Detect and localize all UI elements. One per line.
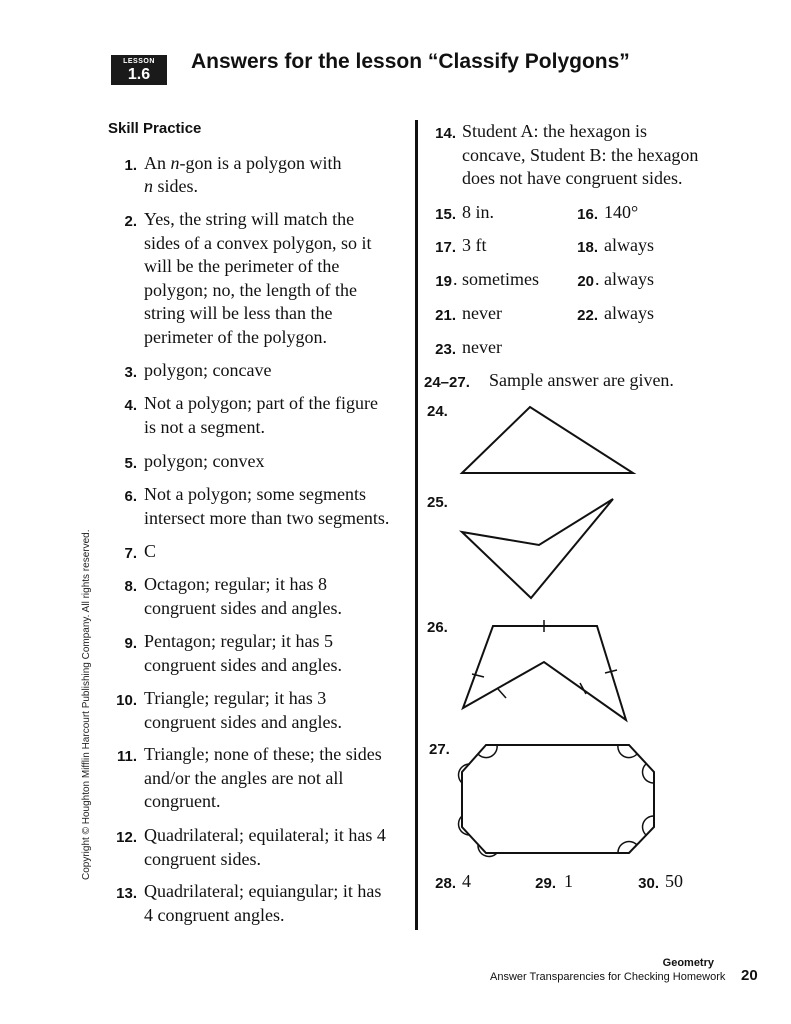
answer-number: 16. (577, 206, 598, 223)
answer-number: 4. (124, 397, 137, 414)
answer-number: 7. (124, 545, 137, 562)
answer-number: 3. (124, 364, 137, 381)
answer-number: 8. (124, 578, 137, 595)
answer-line: polygon; no, the length of the (144, 279, 357, 300)
answer-line: perimeter of the polygon. (144, 326, 327, 347)
answer-number: 12. (116, 829, 137, 846)
answer-line: congruent. (144, 791, 221, 811)
answer-number: 29. (535, 875, 556, 892)
answer-text: always (604, 303, 654, 323)
answer-line: intersect more than two segments. (144, 507, 390, 528)
answer-line: Triangle; none of these; the sides (144, 744, 382, 764)
answer-line: n sides. (144, 176, 198, 196)
answer-text: 3 ft (462, 235, 487, 255)
answer-number: 18. (577, 239, 598, 256)
answer-line: congruent sides and angles. (144, 654, 342, 675)
answer-text: . always (595, 269, 654, 289)
answer-line: Not a polygon; some segments (144, 484, 366, 504)
answer-line: congruent sides and angles. (144, 597, 342, 618)
answer-number: 21. (435, 307, 456, 324)
answer-line: congruent sides. (144, 848, 261, 869)
answer-number: 20 (577, 273, 594, 290)
page-title: Answers for the lesson “Classify Polygons” (191, 50, 630, 73)
answer-line: sides of a convex polygon, so it (144, 232, 372, 253)
answer-number: 11. (116, 748, 137, 765)
answer-number: 9. (124, 635, 137, 652)
answer-number: 28. (435, 875, 456, 892)
answer-number: 5. (124, 455, 137, 472)
figure-label-27: 27. (429, 741, 450, 758)
answer-number: 2. (124, 213, 137, 230)
answer-number: 19 (435, 273, 452, 290)
answer-line: Student A: the hexagon is (462, 121, 647, 141)
answer-line: will be the perimeter of the (144, 256, 340, 276)
answer-line: and/or the angles are not all (144, 767, 344, 788)
answer-line: polygon; convex (144, 451, 265, 471)
figure-label-25: 25. (427, 494, 448, 511)
answer-line: concave, Student B: the hexagon (462, 144, 699, 165)
answer-line: Not a polygon; part of the figure (144, 393, 378, 413)
figure-label-26: 26. (427, 619, 448, 636)
answer-line: Triangle; regular; it has 3 (144, 688, 327, 708)
answer-line: Pentagon; regular; it has 5 (144, 631, 333, 651)
answer-line: C (144, 541, 157, 561)
answer-line: An n-gon is a polygon with (144, 153, 342, 173)
answer-text: 50 (665, 871, 683, 891)
answer-number: 23. (435, 341, 456, 358)
answer-line: Octagon; regular; it has 8 (144, 574, 327, 594)
answer-text: Sample answer are given. (489, 370, 674, 390)
answer-line: string will be less than the (144, 303, 333, 323)
answer-line: 4 congruent angles. (144, 904, 285, 925)
answer-text: always (604, 235, 654, 255)
answer-number: 17. (435, 239, 456, 256)
answer-number: 6. (124, 488, 137, 505)
answer-number: 1. (124, 157, 137, 174)
figure-label-24: 24. (427, 403, 448, 420)
answer-text: 4 (462, 871, 471, 891)
page-number: 20 (741, 967, 758, 984)
answer-number: 22. (577, 307, 598, 324)
answer-text: 1 (564, 871, 573, 891)
answer-number: 13. (116, 885, 137, 902)
lesson-number: 1.6 (127, 66, 151, 83)
answer-line: does not have congruent sides. (462, 168, 683, 188)
answer-line: polygon; concave (144, 360, 272, 380)
copyright-notice: Copyright © Houghton Mifflin Harcourt Publishing Company. All rights reserved. (81, 529, 92, 880)
answer-line: Yes, the string will match the (144, 209, 355, 229)
answer-number: 24–27. (424, 374, 470, 391)
answer-line: congruent sides and angles. (144, 711, 342, 732)
lesson-label: LESSON (123, 58, 155, 65)
answer-text: never (462, 337, 502, 357)
answer-text: . sometimes (453, 269, 539, 289)
footer-subtitle: Answer Transparencies for Checking Homework (490, 971, 726, 983)
answer-text: 8 in. (462, 202, 495, 222)
answer-text: 140° (604, 202, 639, 222)
answer-line: Quadrilateral; equilateral; it has 4 (144, 825, 386, 845)
answer-line: Quadrilateral; equiangular; it has (144, 881, 382, 901)
section-heading: Skill Practice (108, 120, 202, 137)
answer-number: 15. (435, 206, 456, 223)
answer-number: 14. (435, 125, 456, 142)
answer-line: is not a segment. (144, 416, 265, 437)
answer-text: never (462, 303, 502, 323)
answer-number: 30. (638, 875, 659, 892)
footer-subject: Geometry (662, 957, 714, 969)
answer-number: 10. (116, 692, 137, 709)
